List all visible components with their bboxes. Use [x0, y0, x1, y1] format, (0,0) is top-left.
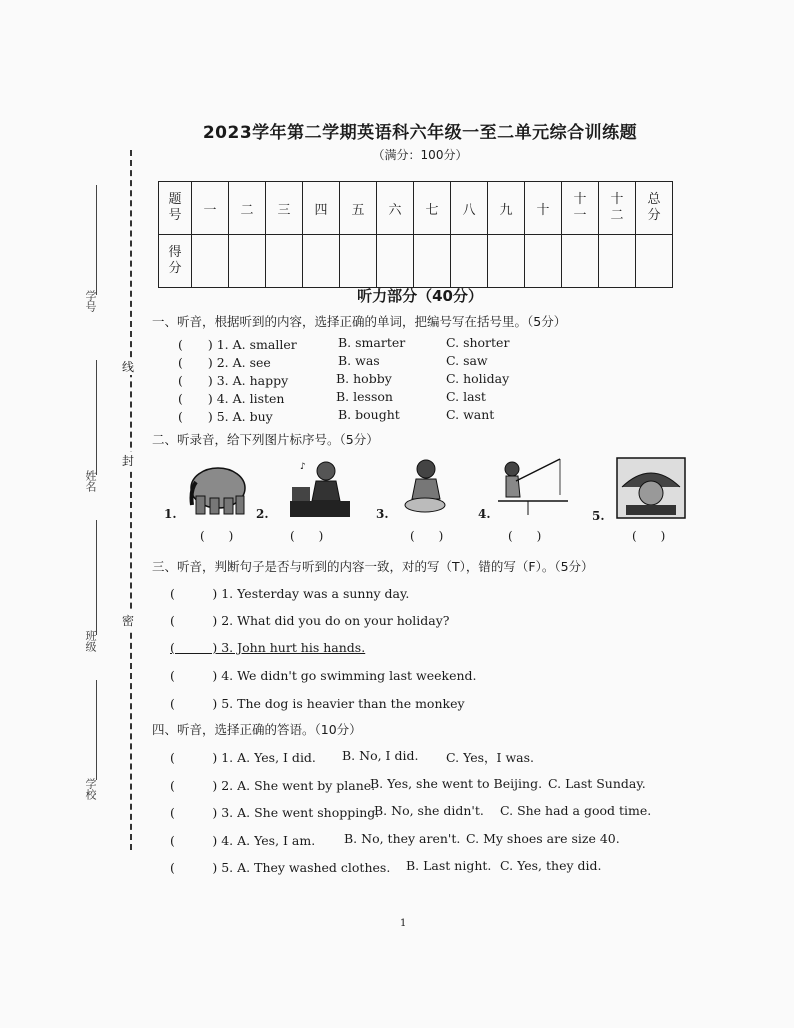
option-b: B. bought	[338, 407, 400, 422]
score-cell[interactable]	[636, 235, 673, 288]
answer-bracket[interactable]: ( ) 1. A. smaller	[178, 337, 297, 352]
score-cell[interactable]	[414, 235, 451, 288]
section2-title: 二、听录音，给下列图片标序号。（5分）	[152, 432, 379, 447]
picture-answer-bracket[interactable]: ( )	[410, 529, 444, 543]
option-b: B. No, I did.	[342, 748, 419, 763]
answer-bracket[interactable]: ( ) 3. A. happy	[178, 373, 289, 388]
col-3: 三	[266, 182, 303, 235]
score-cell[interactable]	[192, 235, 229, 288]
score-table-header-row	[159, 182, 673, 235]
picture-answer-bracket[interactable]: ( )	[632, 529, 666, 543]
seal-char-line: 线	[122, 360, 135, 374]
option-c: C. want	[446, 407, 495, 422]
option-c: C. Last Sunday.	[548, 776, 646, 791]
score-cell[interactable]	[266, 235, 303, 288]
section4-title: 四、听音，选择正确的答语。（10分）	[152, 722, 362, 737]
option-b: B. Last night.	[406, 858, 492, 873]
section1-title: 一、听音，根据听到的内容，选择正确的单词，把编号写在括号里。（5分）	[152, 314, 567, 329]
exam-subtitle: （满分：100分）	[372, 148, 468, 162]
col-11: 十一	[562, 182, 599, 235]
col-12: 十二	[599, 182, 636, 235]
section3-title: 三、听音，判断句子是否与听到的内容一致，对的写（T），错的写（F）。（5分）	[152, 559, 594, 574]
answer-bracket[interactable]: ( ) 5. A. buy	[178, 409, 273, 424]
seal-char-seal: 封	[122, 454, 135, 468]
option-b: B. smarter	[338, 335, 406, 350]
seal-dashed-line	[130, 150, 132, 850]
option-c: C. holiday	[446, 371, 510, 386]
score-header: 得分	[159, 235, 192, 288]
section3-item[interactable]: ( ) 4. We didn't go swimming last weekend.	[170, 668, 477, 683]
picture-number: 4.	[478, 507, 491, 521]
school-line	[96, 680, 97, 780]
option-c: C. Yes, they did.	[500, 858, 602, 873]
score-cell[interactable]	[377, 235, 414, 288]
page-number: 1	[400, 918, 407, 929]
exam-title: 2023学年第二学期英语科六年级一至二单元综合训练题	[202, 123, 638, 143]
option-b: B. hobby	[336, 371, 392, 386]
score-cell[interactable]	[340, 235, 377, 288]
score-cell[interactable]	[525, 235, 562, 288]
score-cell[interactable]	[599, 235, 636, 288]
name-line	[96, 360, 97, 475]
option-c: C. last	[446, 389, 486, 404]
option-b: B. was	[338, 353, 380, 368]
score-cell[interactable]	[303, 235, 340, 288]
option-c: C. Yes，I was.	[446, 750, 534, 765]
option-b: B. Yes, she went to Beijing.	[370, 776, 543, 791]
option-b: B. No, she didn't.	[374, 803, 484, 818]
answer-bracket[interactable]: ( ) 4. A. listen	[178, 391, 285, 406]
boy-fishing-icon	[498, 455, 568, 517]
score-cell[interactable]	[451, 235, 488, 288]
picture-answer-bracket[interactable]: ( )	[508, 529, 542, 543]
answer-bracket[interactable]: ( ) 2. A. see	[178, 355, 271, 370]
picture-number: 1.	[164, 507, 177, 521]
col-total: 总分	[636, 182, 673, 235]
boy-eating-icon	[616, 457, 686, 519]
option-a[interactable]: ( ) 5. A. They washed clothes.	[170, 860, 391, 875]
col-5: 五	[340, 182, 377, 235]
option-c: C. saw	[446, 353, 488, 368]
section3-item[interactable]: ( ) 2. What did you do on your holiday?	[170, 613, 450, 628]
girl-washing-icon	[400, 457, 450, 515]
school-label: 学校	[84, 778, 97, 800]
score-table	[158, 181, 673, 288]
question-number-header: 题号	[159, 182, 192, 235]
score-cell[interactable]	[562, 235, 599, 288]
listening-part-title: 听力部分（40分）	[357, 287, 483, 305]
option-b: B. No, they aren't.	[344, 831, 461, 846]
option-a[interactable]: ( ) 2. A. She went by plane.	[170, 778, 376, 793]
elephant-icon	[188, 460, 248, 518]
col-7: 七	[414, 182, 451, 235]
svg-text:♪: ♪	[300, 462, 306, 472]
section3-item[interactable]: ( ) 5. The dog is heavier than the monkey	[170, 696, 465, 711]
option-c: C. shorter	[446, 335, 510, 350]
picture-answer-bracket[interactable]: ( )	[290, 529, 324, 543]
section3-item[interactable]: ( ) 3. John hurt his hands.	[170, 640, 366, 655]
col-4: 四	[303, 182, 340, 235]
picture-number: 2.	[256, 507, 269, 521]
class-label: 班级	[84, 630, 97, 652]
score-table-score-row	[159, 235, 673, 288]
col-10: 十	[525, 182, 562, 235]
option-a[interactable]: ( ) 1. A. Yes, I did.	[170, 750, 316, 765]
score-cell[interactable]	[229, 235, 266, 288]
score-cell[interactable]	[488, 235, 525, 288]
col-9: 九	[488, 182, 525, 235]
class-line	[96, 520, 97, 635]
picture-number: 5.	[592, 509, 605, 523]
picture-answer-bracket[interactable]: ( )	[200, 529, 234, 543]
student-id-label: 学号	[84, 290, 97, 312]
col-6: 六	[377, 182, 414, 235]
col-1: 一	[192, 182, 229, 235]
student-id-line	[96, 185, 97, 295]
col-2: 二	[229, 182, 266, 235]
seal-char-secret: 密	[122, 614, 135, 628]
option-c: C. My shoes are size 40.	[466, 831, 620, 846]
binding-margin	[60, 110, 150, 850]
col-8: 八	[451, 182, 488, 235]
name-label: 姓名	[84, 470, 97, 492]
option-a[interactable]: ( ) 3. A. She went shopping.	[170, 805, 380, 820]
picture-number: 3.	[376, 507, 389, 521]
picture-row	[160, 455, 700, 545]
section3-item[interactable]: ( ) 1. Yesterday was a sunny day.	[170, 586, 410, 601]
option-b: B. lesson	[336, 389, 393, 404]
girl-on-phone-icon	[288, 457, 354, 519]
option-a[interactable]: ( ) 4. A. Yes, I am.	[170, 833, 316, 848]
option-c: C. She had a good time.	[500, 803, 652, 818]
